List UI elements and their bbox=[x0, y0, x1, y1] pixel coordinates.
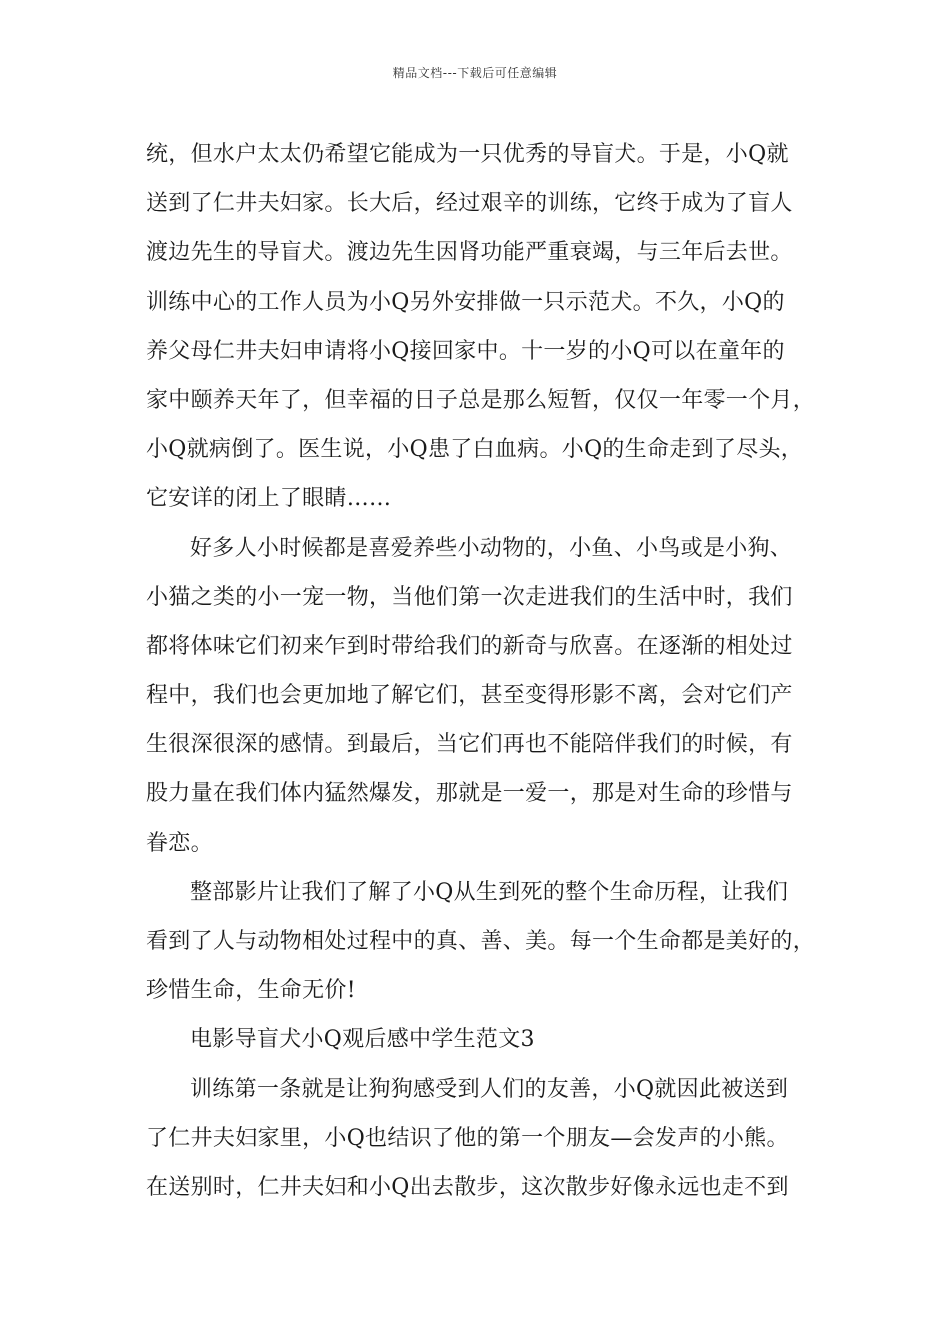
text-line: 看到了人与动物相处过程中的真、善、美。每一个生命都是美好的， bbox=[146, 929, 816, 954]
paragraph-start-line: 好多人小时候都是喜爱养些小动物的，小鱼、小鸟或是小狗、 bbox=[190, 535, 793, 561]
page-header: 精品文档---下载后可任意编辑 bbox=[392, 66, 558, 80]
paragraph-start-line: 训练第一条就是让狗狗感受到人们的友善，小Q就因此被送到 bbox=[190, 1076, 789, 1102]
text-line: 送到了仁井夫妇家。长大后，经过艰辛的训练，它终于成为了盲人 bbox=[146, 191, 793, 217]
text-line: 在送别时，仁井夫妇和小Q出去散步，这次散步好像永远也走不到 bbox=[146, 1174, 789, 1200]
text-line: 小猫之类的小一宠一物，当他们第一次走进我们的生活中时，我们 bbox=[146, 584, 793, 610]
text-line: 渡边先生的导盲犬。渡边先生因肾功能严重衰竭，与三年后去世。 bbox=[146, 240, 793, 266]
paragraph-start-line: 整部影片让我们了解了小Q从生到死的整个生命历程，让我们 bbox=[190, 879, 789, 905]
text-line: 了仁井夫妇家里，小Q也结识了他的第一个朋友—会发声的小熊。 bbox=[146, 1125, 789, 1151]
text-line: 它安详的闭上了眼睛…… bbox=[146, 486, 392, 512]
text-line: 程中，我们也会更加地了解它们，甚至变得形影不离，会对它们产 bbox=[146, 683, 793, 709]
text-line: 珍惜生命，生命无价! bbox=[146, 978, 356, 1004]
text-line: 都将体味它们初来乍到时带给我们的新奇与欣喜。在逐渐的相处过 bbox=[146, 633, 793, 659]
text-line: 统，但水户太太仍希望它能成为一只优秀的导盲犬。于是，小Q就 bbox=[146, 142, 789, 167]
text-line: 生很深很深的感情。到最后，当它们再也不能陪伴我们的时候，有 bbox=[146, 732, 793, 758]
text-line: 家中颐养天年了，但幸福的日子总是那么短暂，仅仅一年零一个月， bbox=[146, 387, 816, 413]
text-line: 小Q就病倒了。医生说，小Q患了白血病。小Q的生命走到了尽头， bbox=[146, 437, 804, 463]
document-body bbox=[146, 130, 826, 1212]
text-line: 养父母仁井夫妇申请将小Q接回家中。十一岁的小Q可以在童年的 bbox=[146, 338, 785, 364]
text-line: 训练中心的工作人员为小Q另外安排做一只示范犬。不久，小Q的 bbox=[146, 289, 785, 315]
section-heading: 电影导盲犬小Q观后感中学生范文3 bbox=[190, 1027, 535, 1053]
text-line: 股力量在我们体内猛然爆发，那就是一爱一，那是对生命的珍惜与 bbox=[146, 781, 793, 807]
text-line: 眷恋。 bbox=[146, 830, 213, 856]
